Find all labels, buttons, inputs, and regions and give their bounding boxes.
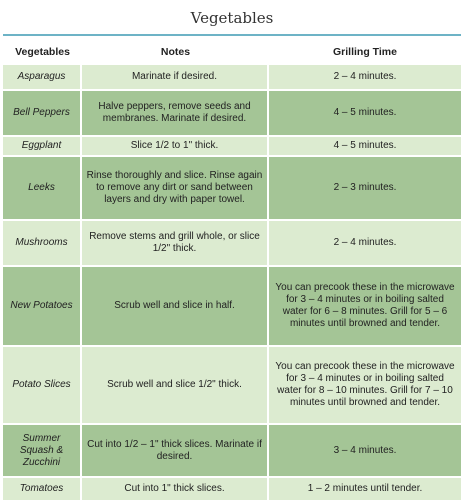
grilling-time-cell: 2 – 3 minutes. [269, 157, 461, 219]
notes-cell: Scrub well and slice 1/2" thick. [82, 347, 269, 423]
vegetable-name: New Potatoes [3, 267, 82, 345]
table-row [3, 425, 461, 476]
notes-cell: Halve peppers, remove seeds and membranes. Marinate if desired. [82, 91, 269, 135]
vegetable-name: Eggplant [3, 137, 82, 155]
vegetable-name: Bell Peppers [3, 91, 82, 135]
column-header-notes: Notes [82, 41, 269, 63]
grilling-time-cell: 4 – 5 minutes. [269, 91, 461, 135]
vegetable-name: Tomatoes [3, 478, 82, 500]
vegetable-name: Leeks [3, 157, 82, 219]
notes-cell: Slice 1/2 to 1" thick. [82, 137, 269, 155]
notes-cell: Cut into 1/2 – 1" thick slices. Marinate if desired. [82, 425, 269, 476]
notes-cell: Scrub well and slice in half. [82, 267, 269, 345]
grilling-time-cell: 2 – 4 minutes. [269, 65, 461, 89]
table-row [3, 267, 461, 345]
table-title: Vegetables [190, 9, 274, 27]
notes-cell: Marinate if desired. [82, 65, 269, 89]
grilling-time-cell: 1 – 2 minutes until tender. [269, 478, 461, 500]
table-row [3, 91, 461, 135]
table-row [3, 478, 461, 500]
table-row [3, 65, 461, 89]
vegetable-name: Summer Squash & Zucchini [3, 425, 82, 476]
vegetables-table [3, 39, 461, 502]
table-row [3, 221, 461, 265]
notes-cell: Rinse thoroughly and slice. Rinse again to remove any dirt or sand between layers and dry with paper towel. [82, 157, 269, 219]
column-header-vegetables: Vegetables [3, 41, 82, 63]
notes-cell: Remove stems and grill whole, or slice 1/2" thick. [82, 221, 269, 265]
grilling-time-cell: 4 – 5 minutes. [269, 137, 461, 155]
grilling-time-cell: You can precook these in the microwave for 3 – 4 minutes or in boiling salted water for 6 – 8 minutes. Grill for 5 – 6 minutes until browned and tender. [269, 267, 461, 345]
grilling-time-cell: 2 – 4 minutes. [269, 221, 461, 265]
table-row [3, 157, 461, 219]
table-row [3, 137, 461, 155]
grilling-time-cell: 3 – 4 minutes. [269, 425, 461, 476]
header-row [3, 41, 461, 63]
grilling-time-cell: You can precook these in the microwave for 3 – 4 minutes or in boiling salted water for 8 – 10 minutes. Grill for 7 – 10 minutes until browned and tender. [269, 347, 461, 423]
vegetable-name: Potato Slices [3, 347, 82, 423]
vegetable-name: Mushrooms [3, 221, 82, 265]
column-header-grilling-time: Grilling Time [269, 41, 461, 63]
notes-cell: Cut into 1" thick slices. [82, 478, 269, 500]
table-row [3, 347, 461, 423]
title-divider [3, 34, 461, 36]
vegetable-name: Asparagus [3, 65, 82, 89]
